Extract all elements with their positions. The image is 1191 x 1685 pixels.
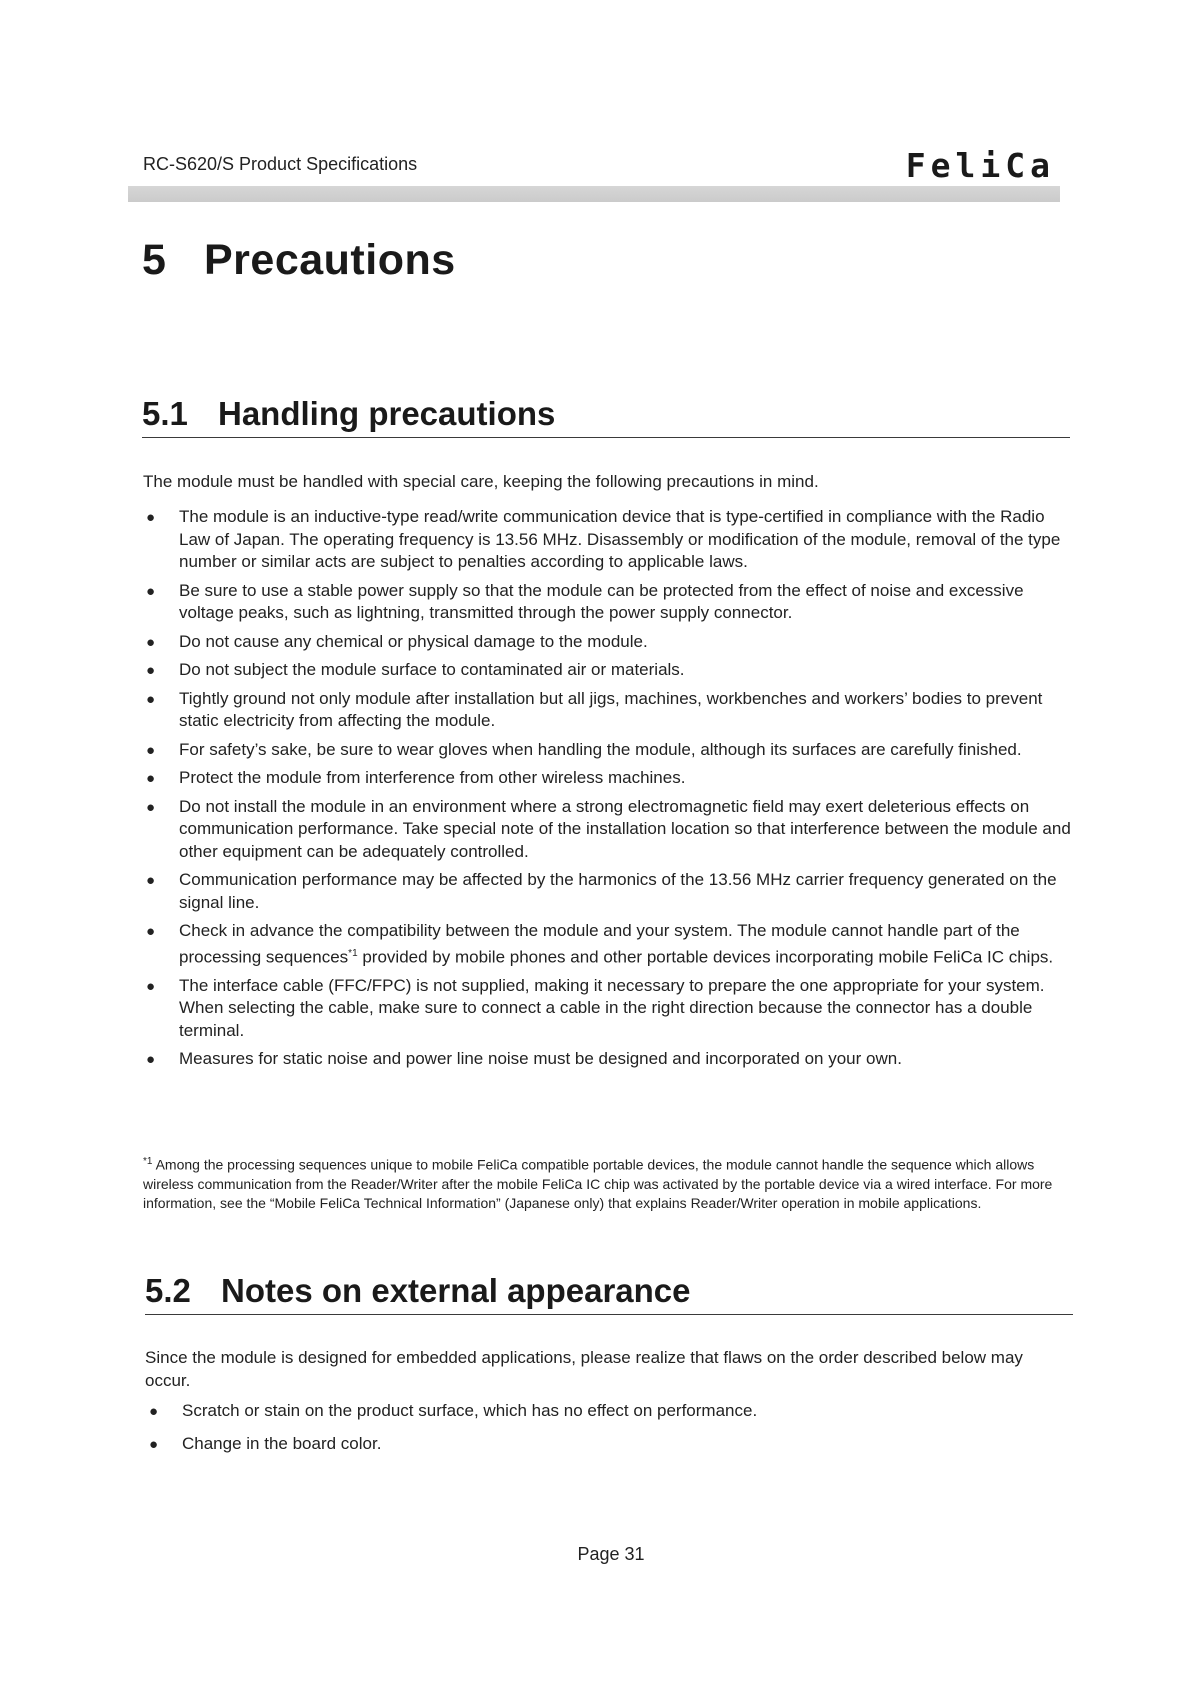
list-item: ● Scratch or stain on the product surface, which has no effect on performance. <box>146 1400 1066 1423</box>
bullet-icon: ● <box>146 923 156 940</box>
footnote-text: Among the processing sequences unique to mobile FeliCa compatible portable devices, the module cannot handle the sequence which allows wireless communication from the Reader/Writer after the mobile FeliCa IC chip was activated by the portable device via a wired interface. For more information, see the “Mobile FeliCa Technical Information” (Japanese only) that explains Reader/Writer operation in mobile applications. <box>143 1156 1053 1211</box>
bullet-icon: ● <box>149 1435 159 1453</box>
list-item: ● Be sure to use a stable power supply so that the module can be protected from the effect of noise and excessive voltage peaks, such as lightning, transmitted through the power supply connector. <box>146 580 1024 622</box>
bullet-icon: ● <box>146 633 156 651</box>
document-title: RC-S620/S Product Specifications <box>143 154 418 174</box>
bullet-icon: ● <box>146 662 156 679</box>
bullet-icon: ● <box>146 582 156 600</box>
section-title: Notes on external appearance <box>221 1272 691 1309</box>
list-item: ● The interface cable (FFC/FPC) is not supplied, making it necessary to prepare the one appropriate for your system. When selecting the cable, make sure to connect a cable in the right direction because the connector has a double terminal. <box>146 975 1045 1040</box>
page-number: Page 31 <box>577 1544 645 1564</box>
appearance-notes-list <box>146 1400 1066 1465</box>
list-item: ● Tightly ground not only module after installation but all jigs, machines, workbenches and workers’ bodies to prevent static electricity from affecting the module. <box>146 688 1043 730</box>
bullet-icon: ● <box>146 509 156 526</box>
footnote-marker: *1 <box>143 1156 153 1167</box>
section-intro-handling: The module must be handled with special care, keeping the following precautions in mind. <box>143 472 819 491</box>
felica-logo: FeliCa <box>905 146 1055 185</box>
footnote <box>143 1152 1071 1213</box>
bullet-icon: ● <box>146 872 156 889</box>
section-intro-appearance: Since the module is designed for embedded applications, please realize that flaws on the order described below may occur. <box>145 1348 1023 1390</box>
section-number: 5.2 <box>145 1272 191 1309</box>
list-item-compatibility: ● Check in advance the compatibility between the module and your system. The module cannot handle part of the processing sequences$^{*1}$ provided by mobile phones and other portable devices incorporating mobile FeliCa IC chips. <box>146 921 1054 967</box>
chapter-heading <box>142 236 456 285</box>
chapter-number: 5 <box>142 236 167 284</box>
bullet-icon: ● <box>146 770 156 787</box>
list-item: ● Protect the module from interference from other wireless machines. <box>143 767 1077 790</box>
bullet-icon: ● <box>146 798 156 816</box>
bullet-icon: ● <box>149 1403 159 1420</box>
handling-precautions-list <box>143 506 1077 1077</box>
section-number: 5.1 <box>142 395 188 432</box>
section-heading-appearance <box>145 1272 1073 1315</box>
bullet-icon: ● <box>146 690 156 708</box>
bullet-icon: ● <box>146 741 156 759</box>
bullet-icon: ● <box>146 1051 156 1069</box>
section-title: Handling precautions <box>218 395 556 432</box>
list-item: ● Measures for static noise and power line noise must be designed and incorporated on your own. <box>143 1048 1077 1071</box>
bullet-icon: ● <box>146 977 156 995</box>
header-divider-bar <box>128 186 1060 202</box>
section-heading-handling <box>142 395 1070 438</box>
list-item: ● Change in the board color. <box>146 1433 1066 1456</box>
list-item: ● Communication performance may be affected by the harmonics of the 13.56 MHz carrier frequency generated on the signal line. <box>146 870 1057 912</box>
chapter-title: Precautions <box>204 236 456 284</box>
list-item: ● The module is an inductive-type read/write communication device that is type-certified in compliance with the Radio Law of Japan. The operating frequency is 13.56 MHz. Disassembly or modification of the module, removal of the type number or similar acts are subject to penalties according to applicable laws. <box>146 507 1061 571</box>
list-item: ● Do not cause any chemical or physical damage to the module. <box>143 631 1077 654</box>
list-item: ● Do not install the module in an environment where a strong electromagnetic field may exert deleterious effects on communication performance. Take special note of the installation location so that interference between the module and other equipment can be adequately controlled. <box>146 796 1071 861</box>
footnote-reference: *1 <box>348 947 358 959</box>
list-item: ● Do not subject the module surface to contaminated air or materials. <box>143 659 1077 682</box>
list-item: ● For safety’s sake, be sure to wear gloves when handling the module, although its surfaces are carefully finished. <box>143 739 1077 762</box>
